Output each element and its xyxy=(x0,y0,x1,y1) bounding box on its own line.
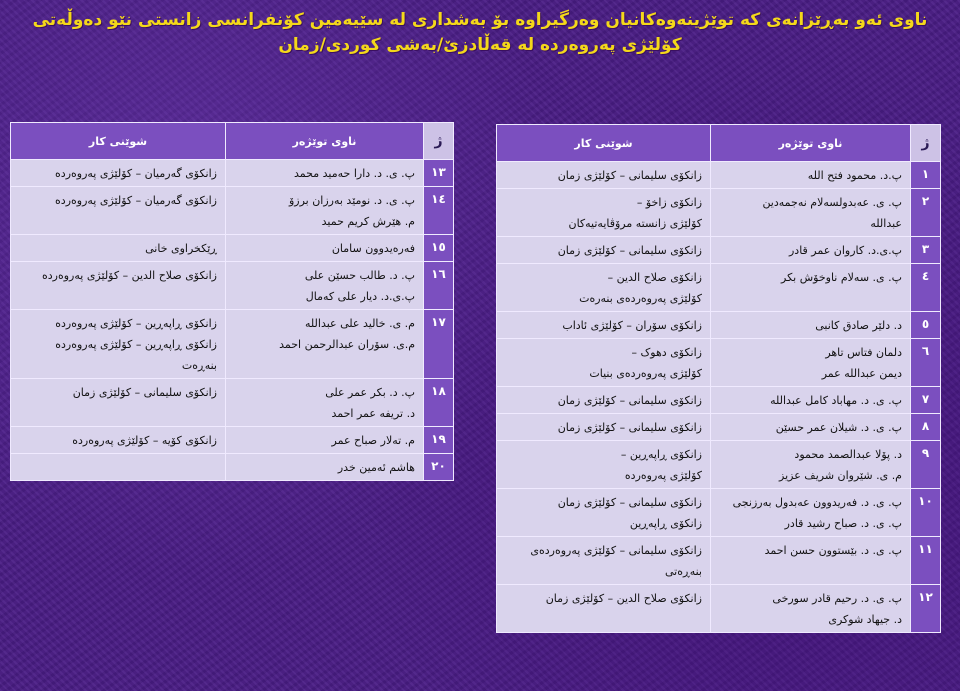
researcher-name-cell xyxy=(711,339,911,387)
row-number: ١ xyxy=(911,162,941,189)
researcher-name: هاشم ئەمین خدر xyxy=(337,461,415,474)
researcher-name: پ. ی. د. شیلان عمر حسێن xyxy=(775,421,902,434)
table-row xyxy=(497,339,941,387)
workplace: کۆلێژی پەروەردە xyxy=(624,469,702,482)
workplace-cell xyxy=(497,387,711,414)
researcher-name: م. هێرش کریم حمید xyxy=(321,215,415,228)
researcher-name: م. ی. شێروان شریف عزیز xyxy=(779,469,902,482)
researcher-name: پ.ی.د. دیار علی کەمال xyxy=(305,290,415,303)
researcher-name-cell xyxy=(226,379,424,427)
workplace: کۆلێژی پەروەردەی بنیات xyxy=(589,367,702,380)
header-researcher-name: ناوی توێژەر xyxy=(711,125,911,162)
page-subtitle: کۆلێژی پەروەردە لە قەڵادزێ/بەشی کوردی/زمان xyxy=(278,35,682,55)
researcher-name-cell xyxy=(711,537,911,585)
researcher-name-cell xyxy=(711,585,911,633)
workplace-cell xyxy=(11,187,226,235)
table-row xyxy=(497,537,941,585)
researcher-name-cell xyxy=(711,162,911,189)
researcher-name-cell xyxy=(226,454,424,481)
researcher-name: پ. ی. د. نومێد بەرزان برزۆ xyxy=(288,194,415,207)
researcher-name-cell xyxy=(226,187,424,235)
researcher-name: م.ی. سۆران عبدالرحمن احمد xyxy=(279,338,415,351)
researcher-name: پ. ی. د. مهاباد کامل عبدالله xyxy=(770,394,902,407)
workplace: زانکۆی دهوک – xyxy=(631,346,702,359)
table-row xyxy=(497,189,941,237)
researcher-name-cell xyxy=(711,441,911,489)
table-row xyxy=(11,262,454,310)
workplace: زانکۆی گەرمیان – کۆلێژی پەروەردە xyxy=(55,167,217,180)
workplace: کۆلێژی پەروەردەی بنەرەت xyxy=(579,292,702,305)
workplace-cell xyxy=(497,237,711,264)
table-header-row xyxy=(497,125,941,162)
header-number: ژ xyxy=(911,125,941,162)
workplace-cell xyxy=(497,312,711,339)
researcher-name: پ. ی. د. رحیم قادر سورخی xyxy=(772,592,902,605)
researcher-name: د. دلێر صادق کانبی xyxy=(815,319,902,332)
table-row xyxy=(497,441,941,489)
workplace-cell xyxy=(11,379,226,427)
workplace-cell xyxy=(497,489,711,537)
table-row xyxy=(11,235,454,262)
table-row xyxy=(497,387,941,414)
researcher-name: پ. د. بکر عمر علی xyxy=(325,386,415,399)
researcher-name-cell xyxy=(711,414,911,441)
workplace: زانکۆی سلیمانی – کۆلێژی پەروەردەی xyxy=(530,544,702,557)
workplace: زانکۆی صلاح الدین – کۆلێژی پەروەردە xyxy=(42,269,217,282)
researcher-name-cell xyxy=(226,310,424,379)
row-number: ٢٠ xyxy=(424,454,454,481)
workplace: زانکۆی ڕاپەڕین xyxy=(629,517,702,530)
workplace: زانکۆی زاخۆ – xyxy=(636,196,702,209)
row-number: ١٧ xyxy=(424,310,454,379)
row-number: ١٠ xyxy=(911,489,941,537)
researcher-name: پ. ی. د. فەریدوون عەبدول بەرزنجی xyxy=(732,496,902,509)
table-row xyxy=(497,264,941,312)
workplace-cell xyxy=(11,427,226,454)
workplace-cell xyxy=(497,537,711,585)
row-number: ١٣ xyxy=(424,160,454,187)
table-row xyxy=(497,489,941,537)
researcher-name: م. ی. خالید علی عبدالله xyxy=(305,317,415,330)
header-workplace: شوێنی کار xyxy=(11,123,226,160)
table-row xyxy=(497,312,941,339)
researcher-name-cell xyxy=(711,312,911,339)
workplace-cell xyxy=(497,585,711,633)
workplace: زانکۆی سلیمانی – کۆلێژی زمان xyxy=(72,386,217,399)
researcher-name: پ. د. طالب حسێن علی xyxy=(304,269,415,282)
header-workplace: شوێنی کار xyxy=(497,125,711,162)
researcher-name: دیمن عبدالله عمر xyxy=(821,367,902,380)
row-number: ٦ xyxy=(911,339,941,387)
workplace-cell xyxy=(11,454,226,481)
table-row xyxy=(11,454,454,481)
researcher-name-cell xyxy=(711,489,911,537)
workplace-cell xyxy=(497,189,711,237)
workplace: بنەڕەت xyxy=(181,359,217,372)
row-number: ٢ xyxy=(911,189,941,237)
table-row xyxy=(497,414,941,441)
row-number: ١٥ xyxy=(424,235,454,262)
researcher-name: م. تەلار صباح عمر xyxy=(331,434,415,447)
researcher-name: عبدالله xyxy=(870,217,902,230)
workplace-cell xyxy=(11,310,226,379)
researcher-name: پ.ی.د. کاروان عمر قادر xyxy=(788,244,902,257)
workplace: زانکۆی صلاح الدین – xyxy=(607,271,702,284)
table-header-row xyxy=(11,123,454,160)
row-number: ١٢ xyxy=(911,585,941,633)
row-number: ١٤ xyxy=(424,187,454,235)
researchers-table-left xyxy=(10,122,454,481)
workplace: ڕێکخراوی خانی xyxy=(145,242,217,255)
table-row xyxy=(11,379,454,427)
researcher-name: پ. ی. سەلام ناوخۆش بکر xyxy=(781,271,902,284)
researcher-name-cell xyxy=(226,427,424,454)
table-row xyxy=(497,585,941,633)
table-row xyxy=(497,162,941,189)
researcher-name: د. جیهاد شوکری xyxy=(828,613,902,626)
workplace: زانکۆی سلیمانی – کۆلێژی زمان xyxy=(557,421,702,434)
researcher-name: پ. ی. د. بێستوون حسن احمد xyxy=(764,544,902,557)
researcher-name-cell xyxy=(226,160,424,187)
workplace-cell xyxy=(11,262,226,310)
row-number: ١٦ xyxy=(424,262,454,310)
row-number: ١٨ xyxy=(424,379,454,427)
researcher-name: پ. ی. د. دارا حەمید محمد xyxy=(294,167,415,180)
workplace: کۆلێژی زانستە مرۆڤایەتیەکان xyxy=(568,217,702,230)
researcher-name: دلمان فتاس تاهر xyxy=(825,346,902,359)
row-number: ٤ xyxy=(911,264,941,312)
workplace: زانکۆی سلیمانی – کۆلێژی زمان xyxy=(557,496,702,509)
table-row xyxy=(11,187,454,235)
researcher-name: د. پۆلا عبدالصمد محمود xyxy=(794,448,902,461)
workplace: بنەڕەتی xyxy=(665,565,702,578)
workplace-cell xyxy=(11,235,226,262)
table-row xyxy=(11,427,454,454)
header-researcher-name: ناوی توێژەر xyxy=(226,123,424,160)
researcher-name: پ.د. محمود فتح الله xyxy=(807,169,902,182)
workplace-cell xyxy=(497,414,711,441)
researcher-name-cell xyxy=(226,235,424,262)
page-title: ناوی ئەو بەڕێزانەی کە توێژینەوەکانیان وەرگیراوە بۆ بەشداری لە سێیەمین کۆنفرانسی زانستی نێو دەوڵەتی xyxy=(32,10,928,30)
row-number: ٨ xyxy=(911,414,941,441)
workplace-cell xyxy=(497,162,711,189)
row-number: ١١ xyxy=(911,537,941,585)
workplace: زانکۆی سۆران – کۆلێژی ئاداب xyxy=(562,319,702,332)
workplace-cell xyxy=(497,441,711,489)
workplace-cell xyxy=(497,339,711,387)
researcher-name: پ. ی. د. صباح رشید قادر xyxy=(784,517,902,530)
workplace: زانکۆی صلاح الدین – کۆلێژی زمان xyxy=(545,592,702,605)
row-number: ٣ xyxy=(911,237,941,264)
workplace: زانکۆی گەرمیان – کۆلێژی پەروەردە xyxy=(55,194,217,207)
researcher-name-cell xyxy=(711,189,911,237)
researcher-name-cell xyxy=(711,264,911,312)
researcher-name: پ. ی. عەبدولسەلام نەجمەدین xyxy=(762,196,902,209)
researchers-table-right xyxy=(496,124,941,633)
workplace: زانکۆی سلیمانی – کۆلێژی زمان xyxy=(557,244,702,257)
row-number: ٥ xyxy=(911,312,941,339)
header-number: ژ xyxy=(424,123,454,160)
workplace-cell xyxy=(497,264,711,312)
row-number: ١٩ xyxy=(424,427,454,454)
workplace: زانکۆی سلیمانی – کۆلێژی زمان xyxy=(557,169,702,182)
workplace-cell xyxy=(11,160,226,187)
workplace: زانکۆی سلیمانی – کۆلێژی زمان xyxy=(557,394,702,407)
workplace: زانکۆی ڕاپەڕین – کۆلێژی پەروەردە xyxy=(55,317,217,330)
researcher-name: فەرەیدوون سامان xyxy=(331,242,415,255)
workplace: زانکۆی ڕاپەڕین – xyxy=(620,448,702,461)
researcher-name: د. تریفە عمر احمد xyxy=(331,407,415,420)
table-row xyxy=(11,310,454,379)
workplace: زانکۆی کۆیە – کۆلێژی پەروەردە xyxy=(72,434,217,447)
table-row xyxy=(11,160,454,187)
table-row xyxy=(497,237,941,264)
row-number: ٩ xyxy=(911,441,941,489)
researcher-name-cell xyxy=(711,387,911,414)
workplace: زانکۆی ڕاپەڕین – کۆلێژی پەروەردە xyxy=(55,338,217,351)
researcher-name-cell xyxy=(226,262,424,310)
row-number: ٧ xyxy=(911,387,941,414)
researcher-name-cell xyxy=(711,237,911,264)
